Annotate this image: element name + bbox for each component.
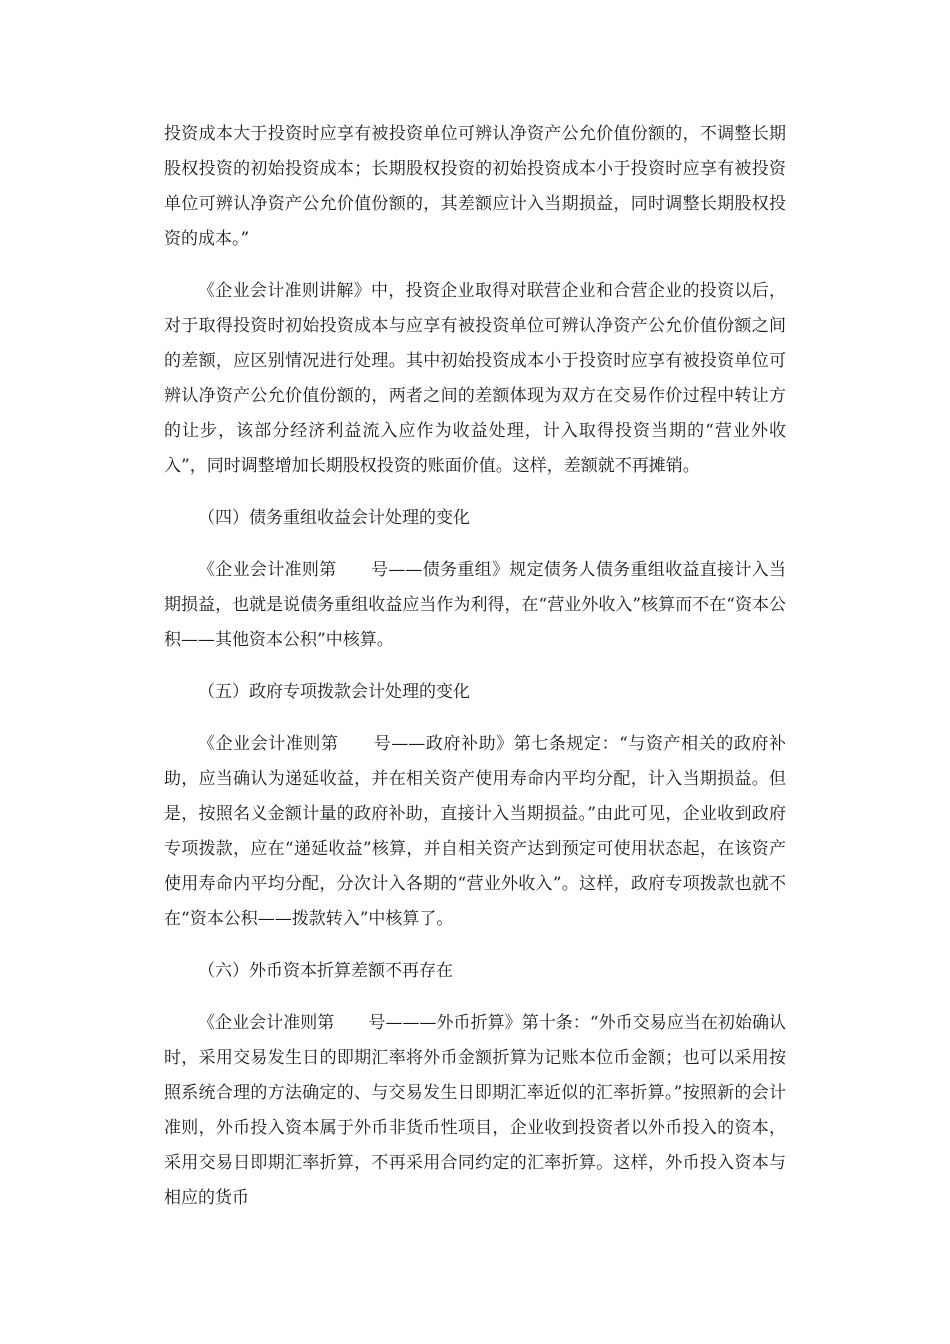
paragraph-government-grants: 《企业会计准则第 号——政府补助》第七条规定：“与资产相关的政府补助，应当确认为递延收益，并在相关资产使用寿命内平均分配，计入当期损益。但是，按照名义金额计量的政府补助，直接计入当期损益。”由此可见，企业收到政府专项拨款，应在“递延收益”核算，并自相关资产达到预定可使用状态起，在该资产使用寿命内平均分配，分次计入各期的“营业外收入”。这样，政府专项拨款也就不在“资本公积——拨款转入”中核算了。 — [164, 734, 786, 929]
paragraph-foreign-currency-translation: 《企业会计准则第 号———外币折算》第十条：“外币交易应当在初始确认时，采用交易发生日的即期汇率将外币金额折算为记账本位币金额；也可以采用按照系统合理的方法确定的、与交易发生日即期汇率近似的汇率折算。”按照新的会计准则，外币投入资本属于外币非货币性项目，企业收到投资者以外币投入的资本，采用交易日即期汇率折算，不再采用合同约定的汇率折算。这样，外币投入资本与相应的货币 — [164, 1013, 786, 1208]
document-page — [164, 117, 786, 1216]
paragraph-accounting-standards-explanation: 《企业会计准则讲解》中，投资企业取得对联营企业和合营企业的投资以后，对于取得投资时初始投资成本与应享有被投资单位可辨认净资产公允价值份额之间的差额，应区别情况进行处理。其中初始投资成本小于投资时应享有被投资单位可辨认净资产公允价值份额的，两者之间的差额体现为双方在交易作价过程中转让方的让步，该部分经济利益流入应作为收益处理，计入取得投资当期的“营业外收入”，同时调整增加长期股权投资的账面价值。这样，差额就不再摊销。 — [164, 281, 786, 476]
paragraph-investment-cost-rule: 投资成本大于投资时应享有被投资单位可辨认净资产公允价值份额的，不调整长期股权投资的初始投资成本；长期股权投资的初始投资成本小于投资时应享有被投资单位可辨认净资产公允价值份额的，其差额应计入当期损益，同时调整长期股权投资的成本。” — [164, 124, 786, 249]
section-heading-debt-restructuring: （四）债务重组收益会计处理的变化 — [198, 508, 470, 528]
paragraph-debt-restructuring: 《企业会计准则第 号——债务重组》规定债务人债务重组收益直接计入当期损益，也就是说债务重组收益应当作为利得，在“营业外收入”核算而不在“资本公积——其他资本公积”中核算。 — [164, 560, 786, 650]
section-heading-foreign-currency: （六）外币资本折算差额不再存在 — [198, 961, 453, 981]
section-heading-government-grants: （五）政府专项拨款会计处理的变化 — [198, 682, 470, 702]
